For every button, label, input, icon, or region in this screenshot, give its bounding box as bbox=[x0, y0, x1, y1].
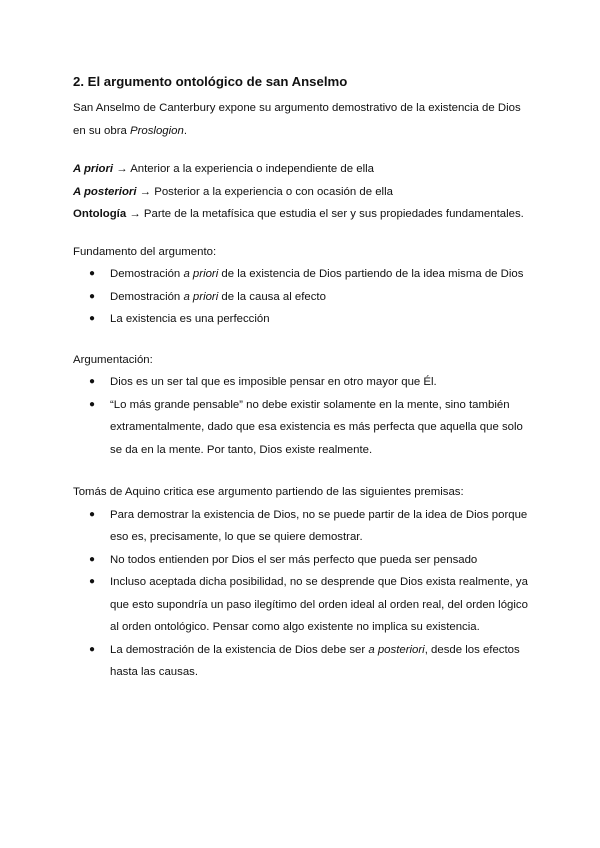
list-item-emphasis: a priori bbox=[183, 290, 219, 303]
intro-paragraph bbox=[73, 97, 533, 142]
list-item-text: Dios es un ser tal que es imposible pensar en otro mayor que Él. bbox=[110, 376, 437, 388]
intro-end: . bbox=[183, 124, 187, 137]
tomas-list bbox=[73, 504, 533, 684]
bullet-icon: ● bbox=[89, 290, 96, 302]
spacer bbox=[73, 461, 533, 481]
list-item-text: No todos entienden por Dios el ser más perfecto que pueda ser pensado bbox=[110, 553, 478, 566]
list-item bbox=[73, 571, 533, 639]
list-item-emphasis: a priori bbox=[183, 268, 219, 280]
list-item-emphasis: a posteriori bbox=[368, 643, 425, 656]
argumentacion-label: Argumentación: bbox=[73, 353, 153, 366]
bullet-icon: ● bbox=[89, 508, 96, 520]
definition-a-priori bbox=[73, 158, 533, 181]
definition-text: Anterior a la experiencia o independiente de ella bbox=[130, 163, 374, 175]
definitions-block bbox=[73, 158, 533, 226]
bullet-icon: ● bbox=[89, 643, 96, 655]
list-item-text: Para demostrar la existencia de Dios, no se puede partir de la idea de Dios porque eso es, precisamente, lo que se quiere demostrar. bbox=[110, 508, 528, 543]
fundamento-list bbox=[73, 263, 533, 331]
list-item-text: Demostración bbox=[110, 268, 184, 280]
arrow: → bbox=[126, 208, 144, 220]
definition-a-posteriori bbox=[73, 181, 533, 204]
document-page bbox=[73, 73, 533, 684]
work-title: Proslogion bbox=[130, 124, 184, 137]
tomas-label: Tomás de Aquino critica ese argumento partiendo de las siguientes premisas: bbox=[73, 486, 464, 498]
fundamento-label: Fundamento del argumento: bbox=[73, 245, 217, 258]
list-item bbox=[73, 371, 533, 394]
list-item bbox=[73, 549, 533, 572]
list-item-text: Demostración bbox=[110, 290, 184, 303]
list-item-text-end: de la existencia de Dios partiendo de la idea misma de Dios bbox=[218, 268, 524, 280]
list-item bbox=[73, 286, 533, 309]
bullet-icon: ● bbox=[89, 398, 96, 410]
list-item-text: La demostración de la existencia de Dios debe ser bbox=[110, 643, 369, 656]
definition-text: Parte de la metafísica que estudia el ser y sus propiedades fundamentales. bbox=[143, 208, 524, 220]
arrow: → bbox=[113, 163, 131, 175]
list-item bbox=[73, 263, 533, 286]
list-item-text: Incluso aceptada dicha posibilidad, no se desprende que Dios exista realmente, ya que esto supondría un paso ilegítimo del orden ideal al orden real, del orden lógico al orden ontológico. Pensar como algo existente no implica su existencia. bbox=[110, 576, 528, 633]
argumentacion-list bbox=[73, 371, 533, 461]
definition-term: Ontología bbox=[73, 208, 127, 220]
definition-term: A posteriori bbox=[73, 185, 137, 198]
list-item-text-end: , desde los efectos hasta las causas. bbox=[110, 643, 520, 678]
list-item-text: “Lo más grande pensable” no debe existir solamente en la mente, sino también extramentalmente, dado que esa existencia es más perfecta que aquella que solo se da en la mente. Por tanto, Dios existe realmente. bbox=[110, 398, 523, 456]
bullet-icon: ● bbox=[89, 553, 96, 565]
section-title: 2. El argumento ontológico de san Anselmo bbox=[73, 74, 348, 89]
definition-text: Posterior a la experiencia o con ocasión de ella bbox=[154, 185, 393, 198]
list-item bbox=[73, 639, 533, 684]
bullet-icon: ● bbox=[89, 268, 96, 279]
intro-text: San Anselmo de Canterbury expone su argumento demostrativo de la existencia de Dios en su obra bbox=[73, 102, 521, 137]
arrow: → bbox=[136, 185, 155, 198]
list-item bbox=[73, 394, 533, 462]
definition-ontologia bbox=[73, 203, 533, 226]
bullet-icon: ● bbox=[89, 376, 96, 387]
definition-term: A priori bbox=[73, 163, 114, 175]
bullet-icon: ● bbox=[89, 313, 96, 324]
spacer bbox=[73, 331, 533, 349]
bullet-icon: ● bbox=[89, 576, 96, 587]
list-item-text: La existencia es una perfección bbox=[110, 313, 270, 325]
list-item bbox=[73, 504, 533, 549]
list-item-text-end: de la causa al efecto bbox=[218, 290, 326, 303]
list-item bbox=[73, 308, 533, 331]
